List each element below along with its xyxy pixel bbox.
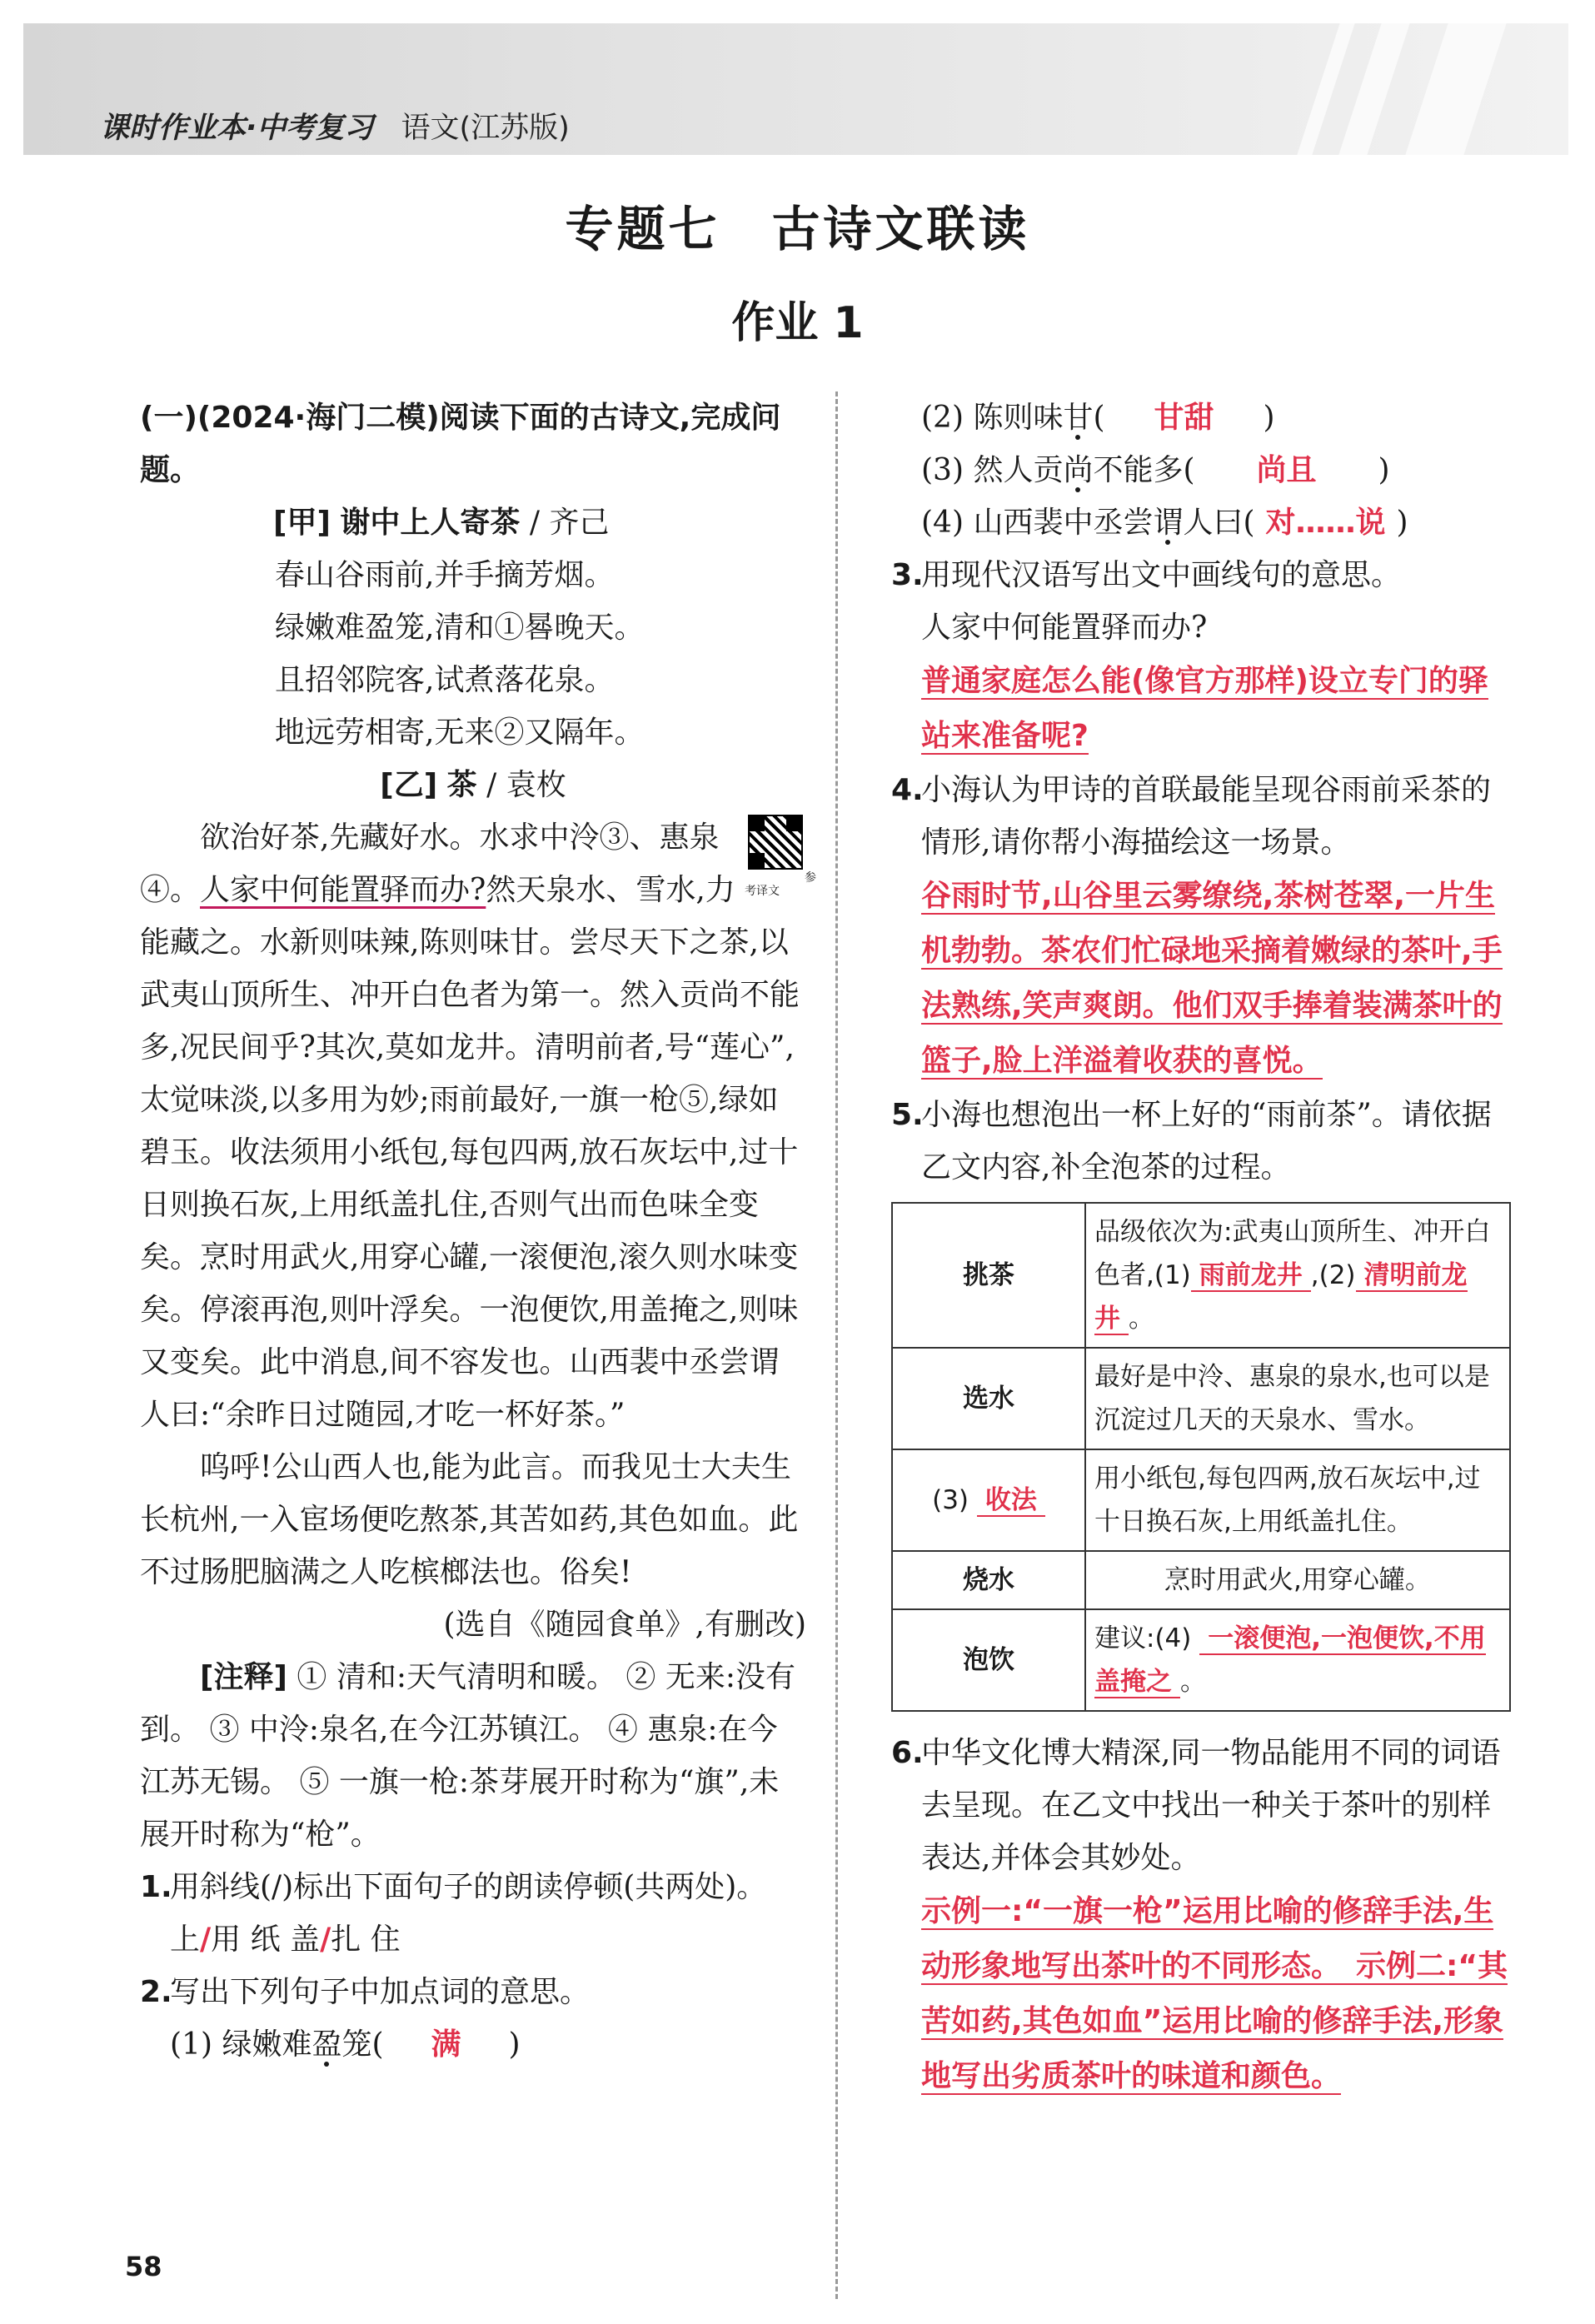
left-column	[140, 391, 816, 2071]
table-row	[892, 1203, 1510, 1348]
item-text: (3) 然人贡	[921, 453, 1064, 487]
poem-heading	[140, 496, 806, 549]
question-2	[140, 1966, 806, 2018]
pause-word: 用 纸 盖	[211, 1923, 321, 1957]
cell-text: 。	[1180, 1667, 1206, 1697]
item-text: )	[508, 2027, 521, 2062]
poem-line: 春山谷雨前,并手摘芳烟。	[275, 558, 615, 592]
cell-text: 。	[1129, 1304, 1154, 1334]
question-number: 6.	[891, 1736, 924, 1770]
underlined-sentence: 人家中何能置驿而办?	[200, 873, 486, 907]
prose-paragraph-1	[140, 811, 816, 1441]
book-title: 课时作业本·中考复习	[100, 112, 374, 145]
item-text: )	[1263, 401, 1275, 435]
item-text: (4) 山西裴中丞尝	[921, 506, 1154, 540]
question-6	[891, 1727, 1512, 1884]
answer-text: 对……说	[1265, 506, 1386, 540]
question-number: 4.	[891, 773, 924, 807]
item-text: (1) 绿嫩难	[170, 2027, 312, 2062]
q3-answer	[891, 654, 1512, 764]
item-text: (	[1093, 401, 1105, 435]
question-text: 小海认为甲诗的首联最能呈现谷雨前采茶的情形,请你帮小海描绘这一场景。	[921, 773, 1492, 860]
question-5	[891, 1089, 1512, 1194]
dotted-word: 盈	[312, 2027, 342, 2062]
right-column	[891, 391, 1512, 2104]
answer-text: 谷雨时节,山谷里云雾缭绕,茶树苍翠,一片生机勃勃。茶农们忙碌地采摘着嫩绿的茶叶,手法熟练,笑声爽朗。他们双手捧着装满茶叶的篮子,脸上洋溢着收获的喜悦。	[921, 879, 1503, 1078]
pause-word: 扎 住	[331, 1923, 401, 1957]
table-row	[892, 1551, 1510, 1609]
question-3	[891, 549, 1512, 601]
question-text: 用斜线(/)标出下面句子的朗读停顿(共两处)。	[170, 1870, 767, 1904]
qr-label: 参考译文	[745, 871, 816, 898]
pause-word: 上	[170, 1923, 201, 1957]
answer-text: 清明前龙井	[1094, 1260, 1468, 1334]
question-number: 3.	[891, 558, 924, 592]
answer-text: 示例一:“一旗一枪”运用比喻的修辞手法,生动形象地写出茶叶的不同形态。 示例二:“其苦如药,其色如血”运用比喻的修辞手法,形象地写出劣质茶叶的味道和颜色。	[921, 1894, 1508, 2093]
question-number: 1.	[140, 1870, 172, 1904]
table-cell: 用小纸包,每包四两,放石灰坛中,过十日换石灰,上用纸盖扎住。	[1085, 1449, 1510, 1551]
prose-source: (选自《随园食单》,有删改)	[443, 1608, 806, 1642]
poem-title: 谢中上人寄茶	[340, 506, 521, 540]
table-cell	[1085, 1609, 1510, 1711]
q2-item-3	[891, 444, 1512, 496]
tea-table	[891, 1202, 1511, 1712]
subject-label: 语文(江苏版)	[401, 112, 570, 145]
page-subtitle: 作业 1	[731, 298, 864, 348]
poem-label: [甲]	[273, 506, 331, 540]
prose-text: 然天泉水、雪水,力能藏之。水新则味辣,陈则味甘。尝尽天下之茶,以武夷山顶所生、冲开白色者为第一。然入贡尚不能多,况民间乎?其次,莫如龙井。清明前者,号“莲心”,太觉味淡,以多用为妙;雨前最好,一旗一枪⑤,绿如碧玉。收法须用小纸包,每包四两,放石灰坛中,过十日则换石灰,上用纸盖扎住,否则气出而色味全变矣。烹时用武火,用穿心罐,一滚便泡,滚久则水味变矣。停滚再泡,则叶浮矣。一泡便饮,用盖掩之,则味又变矣。此中消息,间不容发也。山西裴中丞尝谓人曰:“余昨日过随园,才吃一杯好茶。”	[140, 873, 800, 1432]
prose-label: [乙]	[380, 768, 438, 802]
answer-text: 雨前龙井	[1191, 1260, 1311, 1292]
item-text: 不能多(	[1093, 453, 1195, 487]
header-decoration	[1302, 23, 1518, 155]
answer-text: 尚且	[1256, 453, 1317, 487]
prose-paragraph-2: 呜呼!公山西人也,能为此言。而我见士大夫生长杭州,一入宦场便吃熬茶,其苦如药,其色如血。此不过肠肥脑满之人吃槟榔法也。俗矣!	[140, 1450, 799, 1589]
question-4	[891, 764, 1512, 869]
item-text: 笼(	[341, 2027, 384, 2062]
section-intro: (一)(2024·海门二模)阅读下面的古诗文,完成问题。	[140, 401, 781, 487]
qr-code-block[interactable]	[745, 811, 816, 903]
q2-item-1	[140, 2018, 806, 2071]
pause-mark: /	[200, 1922, 212, 1957]
question-text: 小海也想泡出一杯上好的“雨前茶”。请依据乙文内容,补全泡茶的过程。	[921, 1098, 1492, 1184]
qr-code-icon[interactable]	[748, 815, 803, 870]
table-head: 烧水	[892, 1551, 1085, 1609]
cell-text: 品级依次为:武夷山顶所生、冲开白色者,(1)	[1094, 1217, 1491, 1290]
table-row	[892, 1609, 1510, 1711]
question-text: 中华文化博大精深,同一物品能用不同的词语去呈现。在乙文中找出一种关于茶叶的别样表达,并体会其妙处。	[921, 1736, 1501, 1875]
page-number: 58	[125, 2251, 162, 2282]
item-text: )	[1378, 453, 1390, 487]
question-number: 5.	[891, 1098, 924, 1132]
prose-title: 茶	[446, 768, 477, 802]
item-text: )	[1396, 506, 1408, 540]
dotted-word: 谓	[1153, 506, 1184, 540]
item-text: 人曰(	[1183, 506, 1255, 540]
notes-label: [注释]	[200, 1660, 287, 1694]
poem-line: 绿嫩难盈笼,清和①晷晚天。	[275, 611, 645, 645]
table-row	[892, 1348, 1510, 1449]
notes	[140, 1651, 806, 1861]
question-1	[140, 1861, 806, 1913]
notes-text: ① 清和:天气清明和暖。 ② 无来:没有到。 ③ 中泠:泉名,在今江苏镇江。 ④ 惠泉:在今江苏无锡。 ⑤ 一旗一枪:茶芽展开时称为“旗”,未展开时称为“枪”。	[140, 1660, 795, 1852]
item-text: (2) 陈则味	[921, 401, 1064, 435]
poem-author: / 齐己	[529, 506, 610, 540]
poem-line: 地远劳相寄,无来②又隔年。	[275, 716, 645, 750]
q4-answer	[891, 869, 1512, 1089]
question-text: 写出下列句子中加点词的意思。	[170, 1975, 591, 2009]
poem-line: 且招邻院客,试煮落花泉。	[275, 663, 615, 697]
q2-item-2	[891, 391, 1512, 444]
answer-text: 甘甜	[1154, 401, 1214, 435]
dotted-word: 甘	[1063, 401, 1094, 435]
question-text: 用现代汉语写出文中画线句的意思。	[921, 558, 1402, 592]
answer-text: 普通家庭怎么能(像官方那样)设立专门的驿站来准备呢?	[921, 664, 1488, 753]
column-divider	[835, 391, 838, 2299]
table-cell: 烹时用武火,用穿心罐。	[1085, 1551, 1510, 1609]
table-head	[892, 1449, 1085, 1551]
prose-text: 欲治好茶,先藏好水。水求中泠③、惠泉④。	[140, 820, 720, 907]
cell-text: ,(2)	[1310, 1260, 1356, 1290]
q6-answer	[891, 1884, 1512, 2104]
page-title: 专题七 古诗文联读	[565, 201, 1030, 257]
cell-text: (3)	[932, 1485, 969, 1515]
q2-item-4	[891, 496, 1512, 549]
answer-text: 收法	[977, 1485, 1045, 1517]
q3-sentence: 人家中何能置驿而办?	[921, 611, 1208, 645]
question-number: 2.	[140, 1975, 172, 2009]
table-cell	[1085, 1203, 1510, 1348]
page-header	[23, 23, 1568, 155]
dotted-word: 尚	[1063, 453, 1094, 487]
table-head: 选水	[892, 1348, 1085, 1449]
prose-heading	[140, 759, 806, 811]
answer-text: 满	[431, 2027, 461, 2062]
table-head: 泡饮	[892, 1609, 1085, 1711]
pause-sentence	[140, 1913, 806, 1966]
table-cell: 最好是中泠、惠泉的泉水,也可以是沉淀过几天的天泉水、雪水。	[1085, 1348, 1510, 1449]
prose-author: / 袁枚	[486, 768, 566, 802]
cell-text: 建议:(4)	[1094, 1623, 1192, 1653]
table-head: 挑茶	[892, 1203, 1085, 1348]
pause-mark: /	[320, 1922, 331, 1957]
answer-text: 一滚便泡,一泡便饮,不用盖掩之	[1094, 1623, 1486, 1697]
table-row	[892, 1449, 1510, 1551]
header-text	[100, 105, 570, 147]
